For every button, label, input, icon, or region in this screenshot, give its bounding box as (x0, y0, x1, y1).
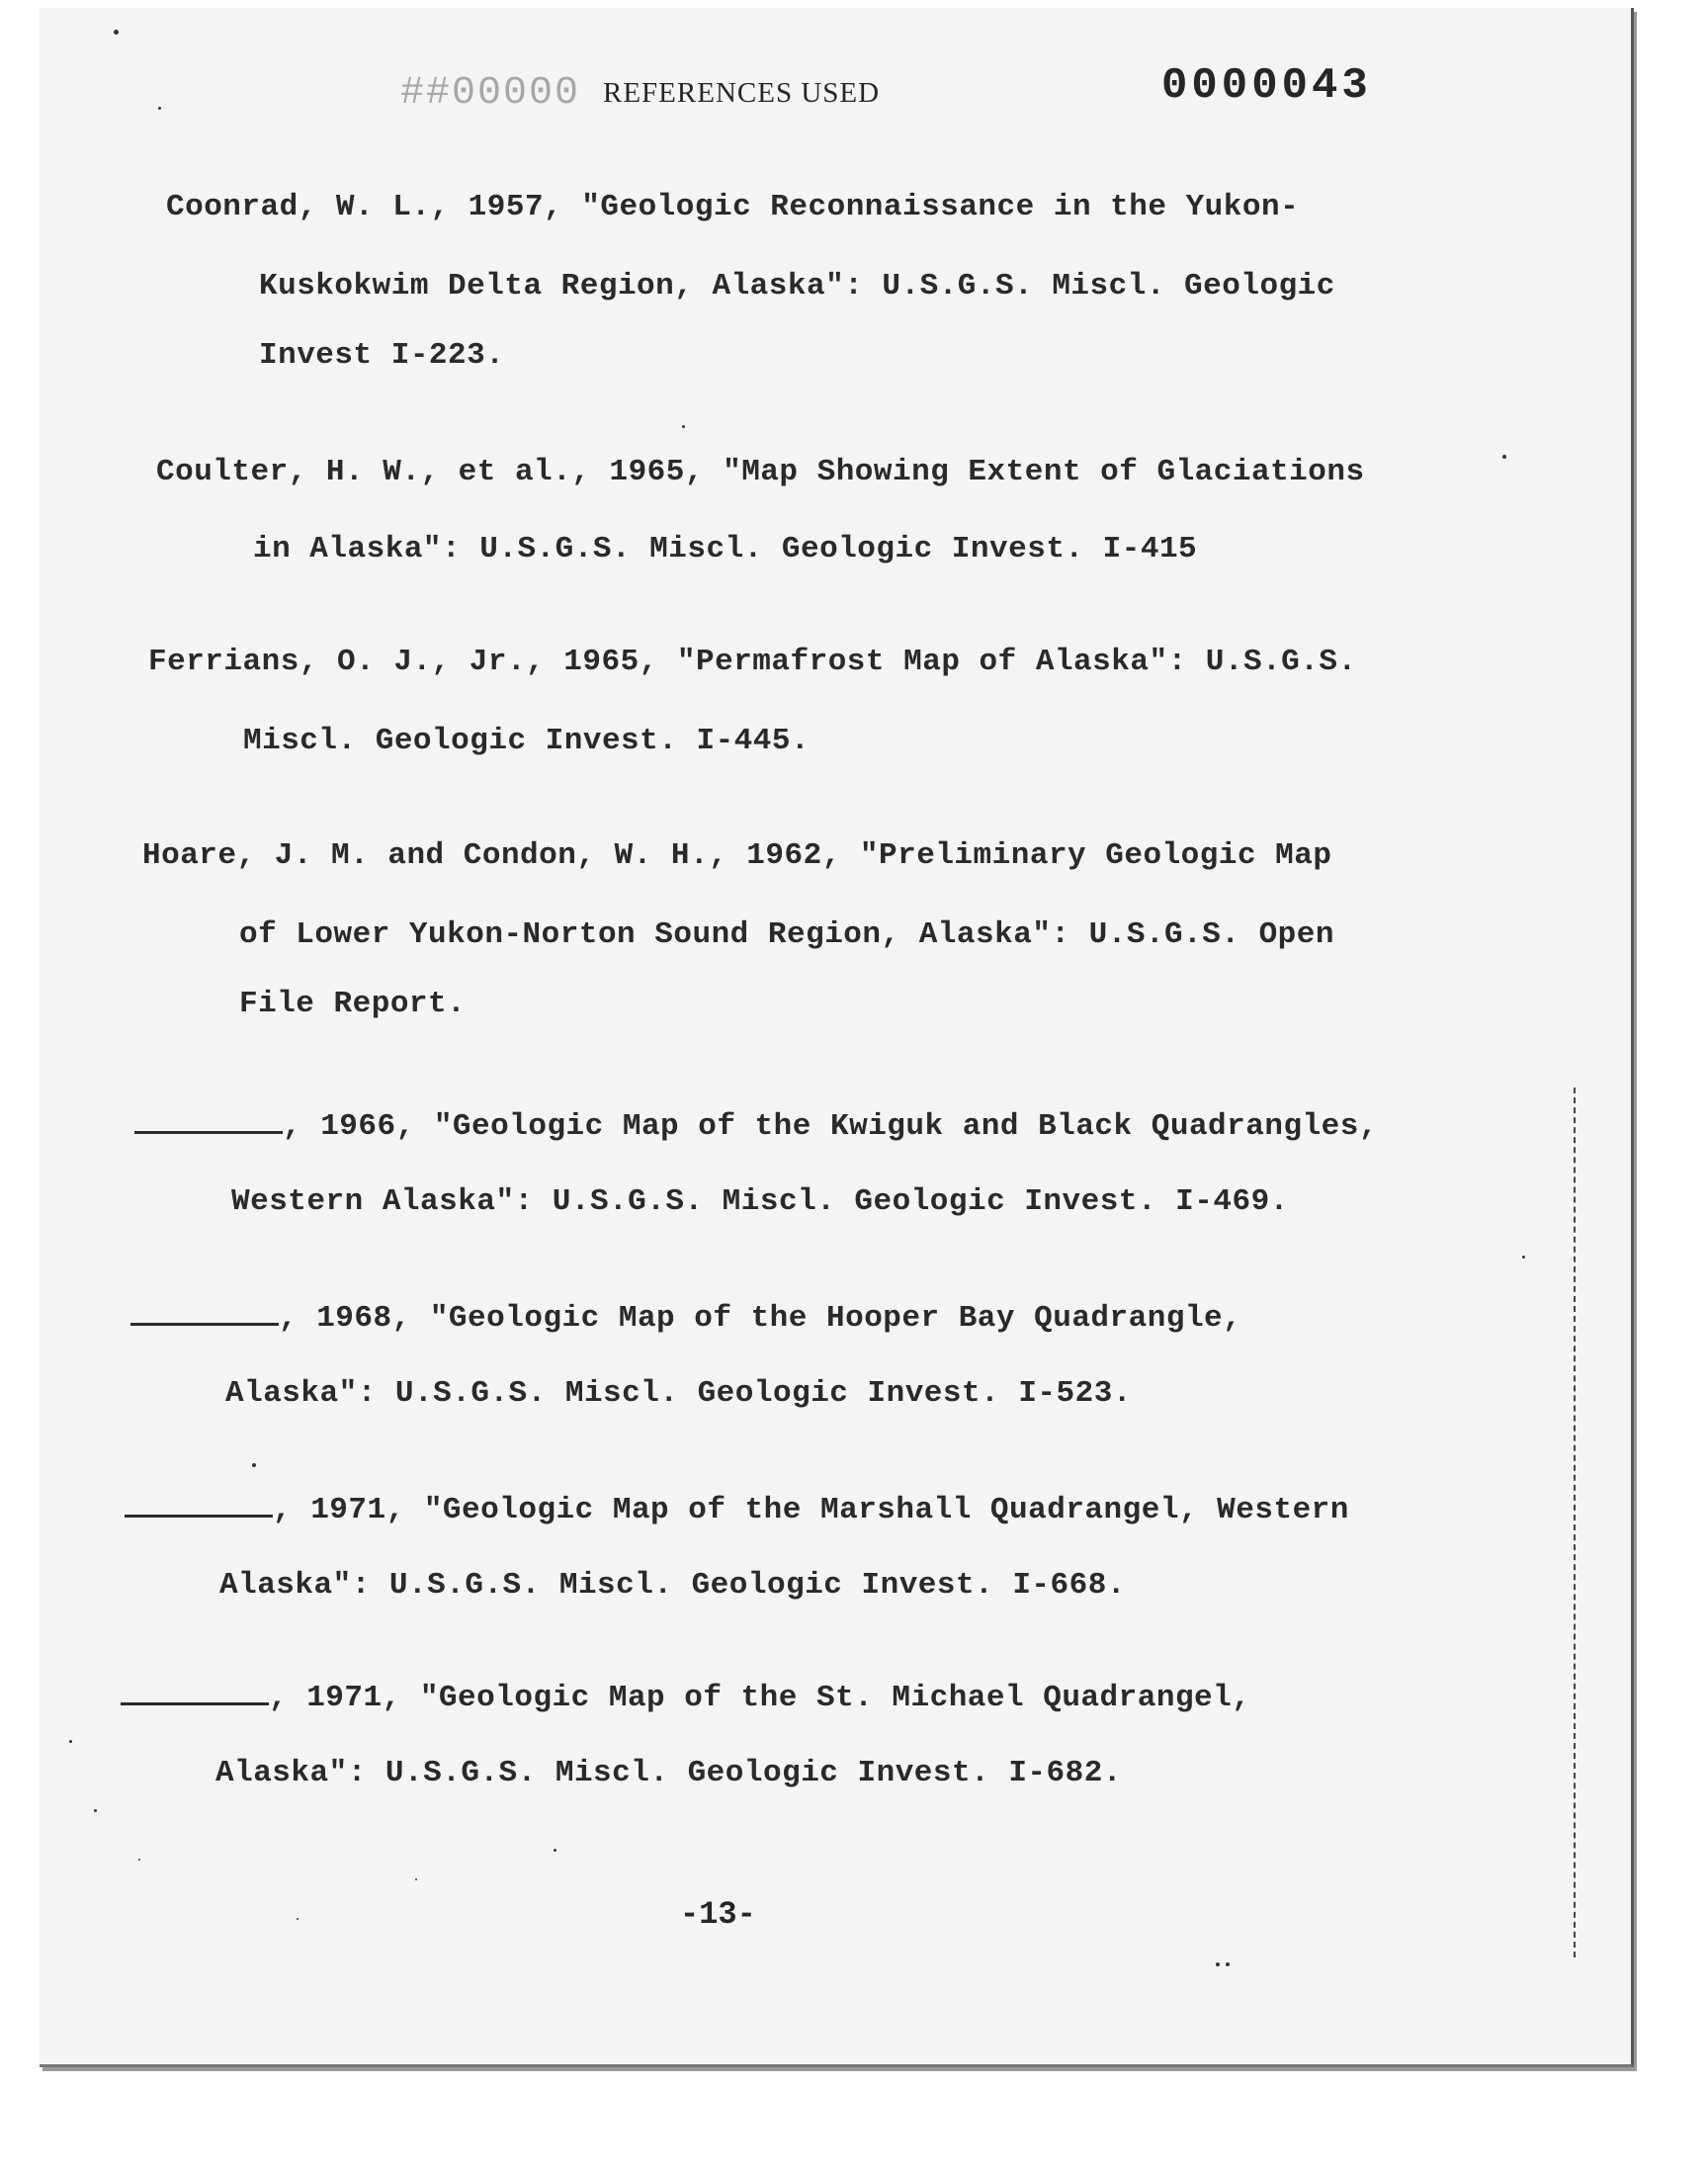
reference-2-line-2: in Alaska": U.S.G.S. Miscl. Geologic Invest. I-415 (253, 532, 1198, 566)
reference-8-line-2: Alaska": U.S.G.S. Miscl. Geologic Invest. I-682. (215, 1756, 1122, 1790)
author-repeat-rule (121, 1702, 269, 1705)
reference-4-line-1: Hoare, J. M. and Condon, W. H., 1962, "Preliminary Geologic Map (142, 838, 1332, 873)
reference-4-line-3: File Report. (239, 987, 467, 1021)
reference-3-line-1: Ferrians, O. J., Jr., 1965, "Permafrost Map of Alaska": U.S.G.S. (148, 645, 1357, 679)
author-repeat-rule (130, 1323, 279, 1326)
reference-8-line-1-text: , 1971, "Geologic Map of the St. Michael Quadrangel, (269, 1681, 1251, 1715)
faint-stamp-number: ##00000 (400, 71, 581, 116)
reference-6-line-1 (130, 1301, 1241, 1336)
author-repeat-rule (125, 1515, 273, 1518)
author-repeat-rule (134, 1131, 283, 1134)
reference-7-line-1-text: , 1971, "Geologic Map of the Marshall Quadrangel, Western (273, 1493, 1349, 1527)
reference-5-line-1-text: , 1966, "Geologic Map of the Kwiguk and Black Quadrangles, (283, 1109, 1378, 1144)
right-margin-dashed-line (1574, 1088, 1576, 1958)
reference-3-line-2: Miscl. Geologic Invest. I-445. (243, 724, 811, 758)
reference-1-line-1: Coonrad, W. L., 1957, "Geologic Reconnaissance in the Yukon- (166, 190, 1300, 224)
reference-6-line-1-text: , 1968, "Geologic Map of the Hooper Bay Quadrangle, (279, 1301, 1242, 1336)
document-number-stamp: 0000043 (1161, 61, 1372, 111)
reference-4-line-2: of Lower Yukon-Norton Sound Region, Alaska": U.S.G.S. Open (239, 917, 1334, 952)
reference-7-line-2: Alaska": U.S.G.S. Miscl. Geologic Invest. I-668. (219, 1568, 1126, 1603)
reference-5-line-1 (134, 1109, 1378, 1144)
reference-1-line-3: Invest I-223. (259, 338, 505, 373)
page-number: -13- (680, 1896, 756, 1933)
reference-1-line-2: Kuskokwim Delta Region, Alaska": U.S.G.S. Miscl. Geologic (259, 269, 1335, 304)
reference-8-line-1 (121, 1681, 1250, 1715)
reference-6-line-2: Alaska": U.S.G.S. Miscl. Geologic Invest. I-523. (225, 1376, 1132, 1411)
page-title: REFERENCES USED (603, 77, 881, 109)
reference-7-line-1 (125, 1493, 1349, 1527)
reference-2-line-1: Coulter, H. W., et al., 1965, "Map Showing Extent of Glaciations (156, 455, 1365, 489)
reference-5-line-2: Western Alaska": U.S.G.S. Miscl. Geologic Invest. I-469. (231, 1184, 1289, 1219)
